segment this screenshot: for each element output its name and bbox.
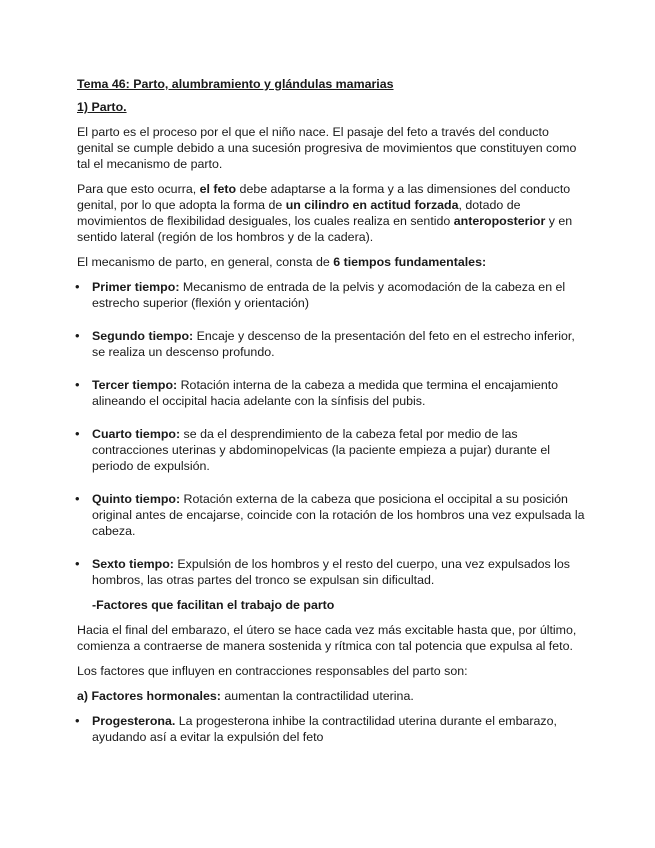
list-item-segundo-tiempo: • Segundo tiempo: Encaje y descenso de la presentación del feto en el estrecho inferior, se realiza un descenso profundo. — [75, 328, 575, 359]
list-item-primer-tiempo: • Primer tiempo: Mecanismo de entrada de la pelvis y acomodación de la cabeza en el estrecho superior (flexión y orientación) — [75, 279, 566, 310]
subheading-factores: -Factores que facilitan el trabajo de parto — [92, 598, 335, 612]
section-heading-parto: 1) Parto. — [77, 100, 127, 114]
bullet-icon: • — [75, 491, 80, 506]
list-item-sexto-tiempo: • Sexto tiempo: Expulsión de los hombros y el resto del cuerpo, una vez expulsados los hombros, las otras partes del tronco se expulsan sin dificultad. — [75, 556, 570, 587]
list-item-cuarto-tiempo: • Cuarto tiempo: se da el desprendimiento de la cabeza fetal por medio de las contracciones uterinas y abdominopelvicas (la paciente empieza a pujar) durante el periodo de expulsión. — [75, 426, 551, 473]
paragraph-intro: El parto es el proceso por el que el niño nace. El pasaje del feto a través del conducto genital se cumple debido a una sucesión progresiva de movimientos que constituyen como tal el mecanismo de parto. — [77, 125, 577, 171]
list-item-progesterona: • Progesterona. La progesterona inhibe la contractilidad uterina durante el embarazo, ayudando así a evitar la expulsión del feto — [75, 713, 557, 744]
paragraph-factors-intro: Los factores que influyen en contracciones responsables del parto son: — [77, 664, 468, 678]
paragraph-mechanism: El mecanismo de parto, en general, consta de 6 tiempos fundamentales: — [77, 255, 487, 269]
paragraph-hormonal: a) Factores hormonales: aumentan la contractilidad uterina. — [77, 689, 414, 703]
bullet-icon: • — [75, 713, 80, 728]
document-title: Tema 46: Parto, alumbramiento y glándulas mamarias — [77, 77, 394, 91]
paragraph-excitability: Hacia el final del embarazo, el útero se hace cada vez más excitable hasta que, por último, comienza a contraerse de manera sostenida y rítmica con tal potencia que expulsa al feto. — [77, 623, 577, 653]
bullet-icon: • — [75, 279, 80, 294]
bullet-icon: • — [75, 426, 80, 441]
tiempos-list — [77, 279, 585, 588]
paragraph-adaptation: Para que esto ocurra, el feto debe adaptarse a la forma y a las dimensiones del conducto genital, por lo que adopta la forma de un cilindro en actitud forzada, dotado de movimientos de flexibilidad desiguales, los cuales realiza en sentido anteroposterior y en sentido lateral (región de los hombros y de la cadera). — [77, 182, 573, 244]
bullet-icon: • — [75, 377, 80, 392]
hormone-list — [77, 713, 585, 745]
list-item-tercer-tiempo: • Tercer tiempo: Rotación interna de la cabeza a medida que termina el encajamiento alineando el occipital hacia adelante con la sínfisis del pubis. — [75, 377, 559, 408]
bullet-icon: • — [75, 328, 80, 343]
bullet-icon: • — [75, 556, 80, 571]
list-item-quinto-tiempo: • Quinto tiempo: Rotación externa de la cabeza que posiciona el occipital a su posición original antes de encajarse, coincide con la rotación de los hombros una vez expulsada la cabeza. — [75, 491, 585, 538]
